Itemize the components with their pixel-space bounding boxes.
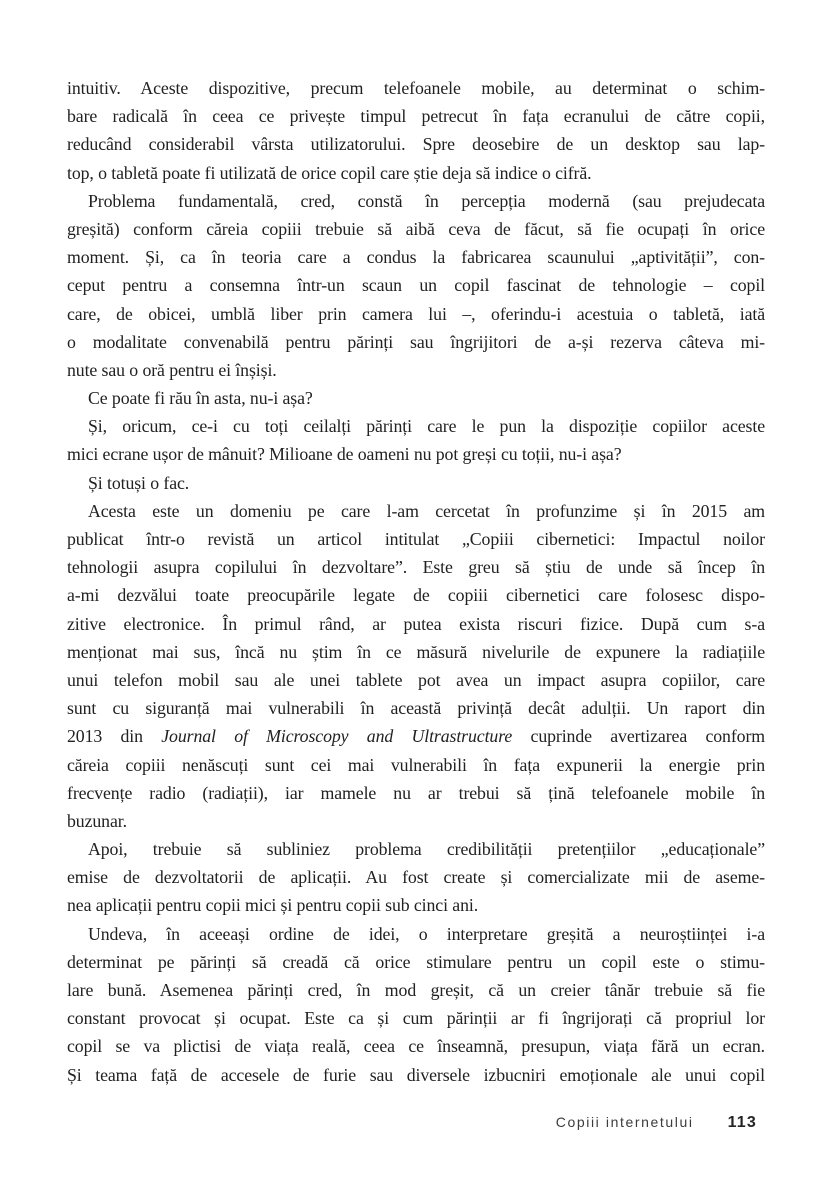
text-segment: sunt cu siguranță mai vulnerabili în această privință decât adulții. Un raport din — [67, 698, 765, 719]
text-segment: căreia copiii nenăscuți sunt cei mai vulnerabili în fața expunerii la energie prin — [67, 754, 765, 775]
text-line — [67, 356, 765, 384]
text-line — [67, 751, 765, 779]
text-segment: Și totuși o fac. — [88, 472, 190, 493]
text-segment: constant provocat și ocupat. Este ca și cum părinții ar fi îngrijorați că propriul lor — [67, 1008, 765, 1029]
text-segment: Apoi, trebuie să subliniez problema credibilității pretențiilor „educaționale” — [88, 839, 765, 860]
text-segment: a-mi dezvălui toate preocupările legate de copiii cibernetici care folosesc dispo- — [67, 585, 765, 606]
text-segment: frecvențe radio (radiații), iar mamele nu ar trebui să țină telefoanele mobile în — [67, 782, 765, 803]
text-segment: menționat mai sus, încă nu știm în ce măsură nivelurile de expunere la radiațiile — [67, 641, 765, 662]
text-segment: nute sau o oră pentru ei înșiși. — [67, 359, 277, 380]
text-line — [67, 581, 765, 609]
text-line — [67, 807, 765, 835]
text-line — [67, 779, 765, 807]
page-number: 113 — [727, 1114, 757, 1131]
text-line — [67, 440, 765, 468]
italic-journal-title: Journal of Microscopy and Ultrastructure — [161, 726, 513, 747]
text-segment: Și teama față de accesele de furie sau diversele izbucniri emoționale ale unui copil — [67, 1064, 765, 1085]
text-segment: care, de obicei, umblă liber prin camera lui –, oferindu-i acestuia o tabletă, iată — [67, 303, 765, 324]
text-line — [67, 243, 765, 271]
text-line — [67, 920, 765, 948]
text-segment: o modalitate convenabilă pentru părinți sau îngrijitori de a-și rezerva câteva mi- — [67, 331, 765, 352]
text-segment: Undeva, în aceeași ordine de idei, o interpretare greșită a neuroștiinței i-a — [88, 923, 765, 944]
text-line — [67, 638, 765, 666]
text-line — [67, 525, 765, 553]
text-segment: moment. Și, ca în teoria care a condus la fabricarea scaunului „aptivității”, con- — [67, 247, 765, 268]
page-footer — [556, 1114, 757, 1132]
text-segment: ceput pentru a consemna într-un scaun un copil fascinat de tehnologie – copil — [67, 275, 765, 296]
text-segment: greșită) conform căreia copiii trebuie să aibă ceva de făcut, să fie ocupați în orice — [67, 218, 765, 239]
text-segment: publicat într-o revistă un articol intitulat „Copiii cibernetici: Impactul noilor — [67, 529, 765, 549]
text-segment: Problema fundamentală, cred, constă în percepția modernă (sau prejudecata — [88, 190, 765, 211]
text-segment: mici ecrane ușor de mânuit? Milioane de oameni nu pot greși cu toții, nu-i așa? — [67, 444, 622, 465]
text-segment: Acesta este un domeniu pe care l-am cercetat în profunzime și în 2015 am — [88, 500, 765, 521]
text-segment: reducând considerabil vârsta utilizatorului. Spre deosebire de un desktop sau lap- — [67, 134, 765, 155]
text-line — [67, 722, 765, 750]
text-segment: 2013 din — [67, 726, 162, 747]
text-line — [67, 300, 765, 328]
text-line — [67, 666, 765, 694]
text-segment: zitive electronice. În primul rând, ar putea exista riscuri fizice. După cum s-a — [67, 613, 765, 634]
text-segment: cuprinde avertizarea conform — [512, 726, 765, 747]
text-line — [67, 835, 765, 863]
text-segment: copil se va plictisi de viața reală, ceea ce înseamnă, presupun, viața fără un ecran. — [67, 1036, 765, 1057]
text-line — [67, 102, 765, 130]
text-line — [67, 497, 765, 525]
text-segment: Și, oricum, ce-i cu toți ceilalți părinți care le pun la dispoziție copiilor aceste — [88, 416, 765, 437]
text-segment: nea aplicații pentru copii mici și pentru copii sub cinci ani. — [67, 895, 479, 916]
text-line — [67, 384, 765, 412]
text-line — [67, 1004, 765, 1032]
text-line — [67, 130, 765, 158]
text-line — [67, 159, 765, 187]
text-line — [67, 74, 765, 102]
text-segment: unui telefon mobil sau ale unei tablete pot avea un impact asupra copiilor, care — [67, 669, 765, 690]
text-segment: top, o tabletă poate fi utilizată de orice copil care știe deja să indice o cifră. — [67, 162, 592, 183]
text-line — [67, 271, 765, 299]
text-segment: determinat pe părinți să creadă că orice stimulare pentru un copil este o stimu- — [67, 951, 765, 972]
text-line — [67, 891, 765, 919]
running-title: Copiii internetului — [555, 1114, 694, 1130]
body-text — [67, 74, 765, 1089]
text-line — [67, 694, 765, 722]
text-segment: Ce poate fi rău în asta, nu-i așa? — [88, 388, 313, 409]
text-segment: tehnologii asupra copilului în dezvoltare”. Este greu să știu de unde să încep în — [67, 557, 765, 578]
text-segment: emise de dezvoltatorii de aplicații. Au fost create și comercializate mii de aseme- — [67, 867, 765, 888]
text-line — [67, 1061, 765, 1089]
text-line — [67, 469, 765, 497]
text-line — [67, 976, 765, 1004]
text-segment: lare bună. Asemenea părinți cred, în mod greșit, că un creier tânăr trebuie să fie — [67, 980, 765, 1000]
text-line — [67, 553, 765, 581]
text-line — [67, 187, 765, 215]
text-line — [67, 328, 765, 356]
text-line — [67, 412, 765, 440]
text-line — [67, 215, 765, 243]
text-line — [67, 863, 765, 891]
text-line — [67, 948, 765, 976]
text-segment: intuitiv. Aceste dispozitive, precum telefoanele mobile, au determinat o schim- — [67, 78, 765, 98]
text-segment: buzunar. — [67, 810, 127, 831]
text-line — [67, 1032, 765, 1060]
text-line — [67, 610, 765, 638]
text-segment: bare radicală în ceea ce privește timpul petrecut în fața ecranului de către copii, — [67, 106, 765, 127]
